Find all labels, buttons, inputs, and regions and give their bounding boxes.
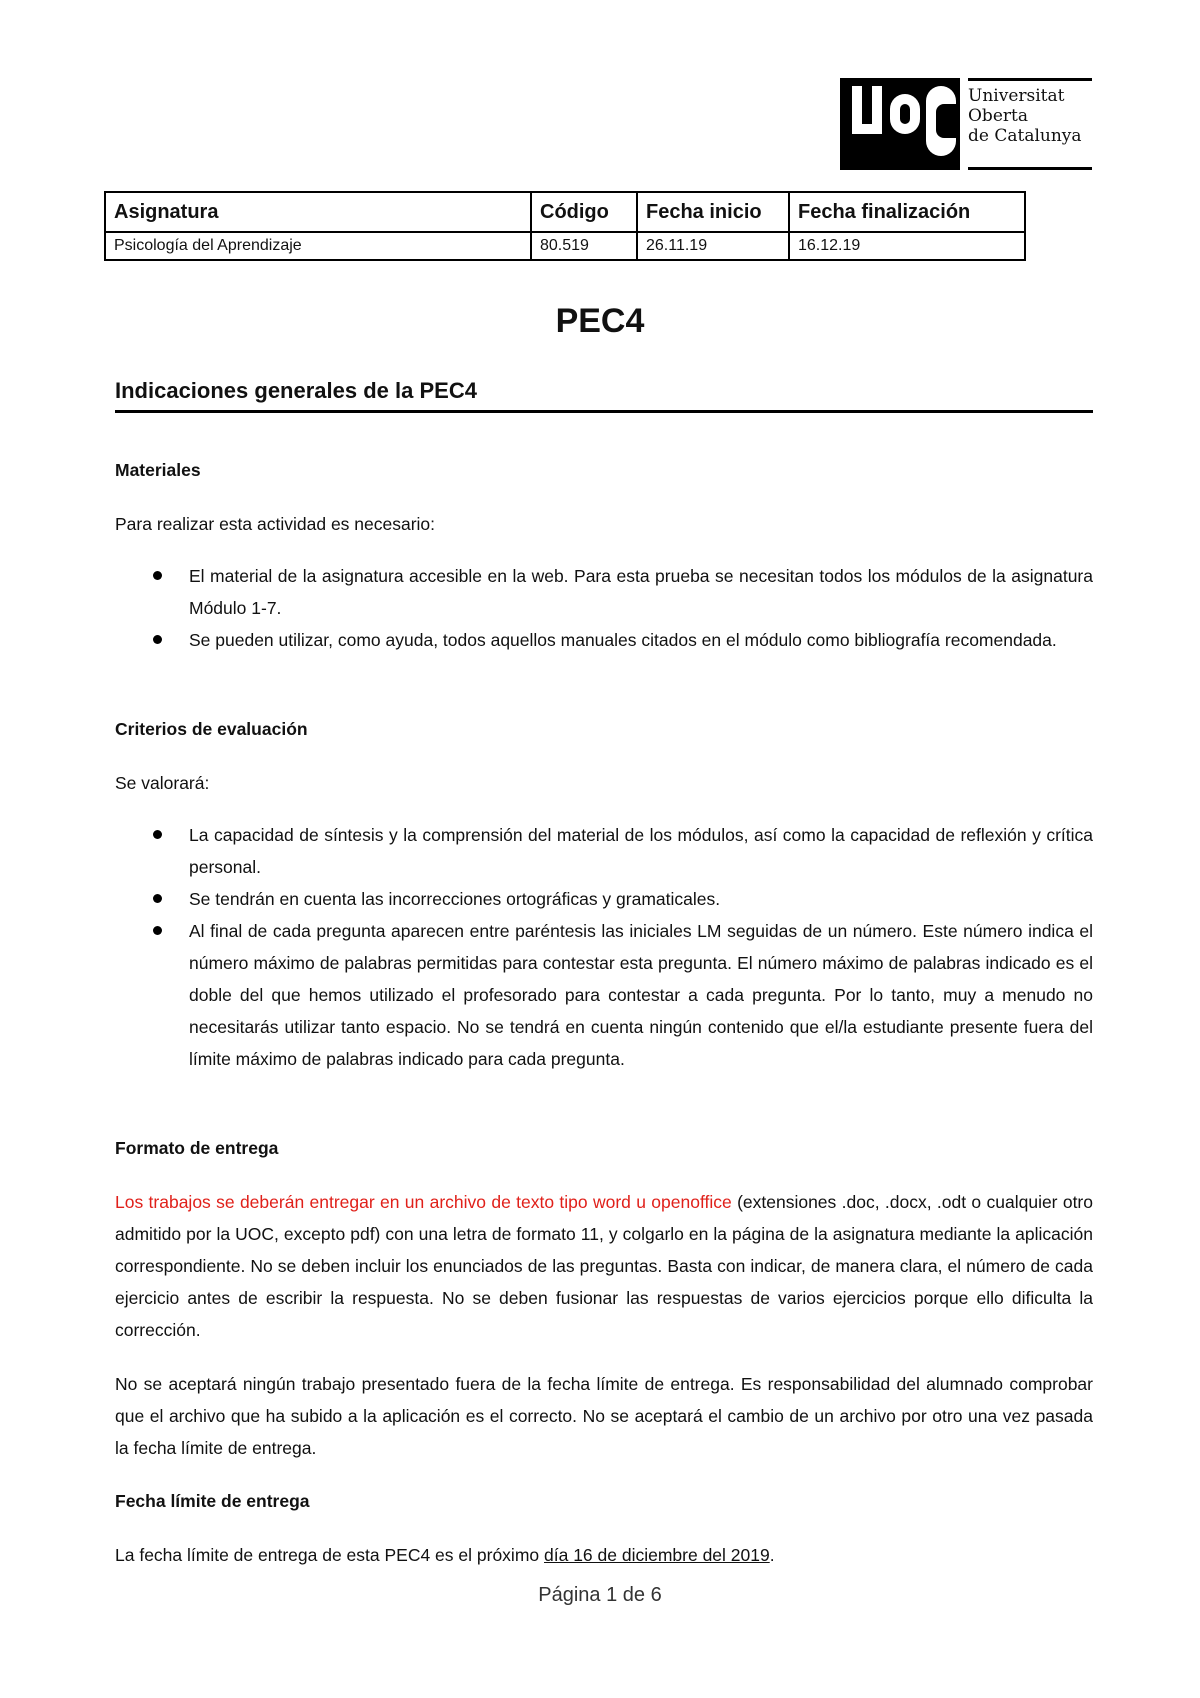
header-fecha-finalizacion: Fecha finalización (789, 192, 1025, 232)
formato-section (115, 1132, 1093, 1464)
cell-codigo: 80.519 (531, 232, 637, 260)
cell-fecha-finalizacion: 16.12.19 (789, 232, 1025, 260)
criterios-section (115, 713, 1093, 1075)
formato-heading: Formato de entrega (115, 1138, 279, 1158)
fecha-limite-before: La fecha límite de entrega de esta PEC4 es el próximo (115, 1545, 544, 1565)
uoc-logo (840, 78, 1092, 170)
list-item: Se pueden utilizar, como ayuda, todos aquellos manuales citados en el módulo como bibliografía recomendada. (115, 624, 1093, 656)
cell-asignatura: Psicología del Aprendizaje (105, 232, 531, 260)
uoc-logo-mark (840, 78, 960, 170)
list-item: Se tendrán en cuenta las incorrecciones ortográficas y gramaticales. (115, 883, 1093, 915)
materiales-list (115, 560, 1093, 656)
course-info-table (104, 191, 1026, 261)
page-footer: Página 1 de 6 (538, 1584, 662, 1606)
logo-line-1: Universitat (968, 86, 1065, 106)
fecha-limite-section (115, 1485, 1093, 1571)
formato-paragraph-1 (115, 1186, 1093, 1346)
section-title: Indicaciones generales de la PEC4 (115, 378, 1093, 413)
logo-line-3: de Catalunya (968, 126, 1082, 146)
materiales-heading: Materiales (115, 460, 201, 480)
header-fecha-inicio: Fecha inicio (637, 192, 789, 232)
formato-paragraph-2: No se aceptará ningún trabajo presentado fuera de la fecha límite de entrega. Es responsabilidad del alumnado comprobar que el archivo que ha subido a la aplicación es el correcto. No se aceptará el cambio de un archivo por otro una vez pasada la fecha límite de entrega. (115, 1374, 1093, 1458)
fecha-limite-date: día 16 de diciembre del 2019 (544, 1545, 770, 1565)
formato-rest-text: (extensiones .doc, .docx, .odt o cualquier otro admitido por la UOC, excepto pdf) con una letra de formato 11, y colgarlo en la página de la asignatura mediante la aplicación correspondiente. No se deben incluir los enunciados de las preguntas. Basta con indicar, de manera clara, el número de cada ejercicio antes de escribir la respuesta. No se deben fusionar las respuestas de varios ejercicios porque ello dificulta la corrección. (115, 1192, 1093, 1340)
list-item: Al final de cada pregunta aparecen entre paréntesis las iniciales LM seguidas de un número. Este número indica el número máximo de palabras permitidas para contestar esta pregunta. El número máximo de palabras indicado es el doble del que hemos utilizado el profesorado para contestar a cada pregunta. Por lo tanto, muy a menudo no necesitarás utilizar tanto espacio. No se tendrá en cuenta ningún contenido que el/la estudiante presente fuera del límite máximo de palabras indicado para cada pregunta. (115, 915, 1093, 1075)
page-title: PEC4 (555, 302, 645, 340)
criterios-intro: Se valorará: (115, 773, 210, 793)
table-header-row (105, 192, 1025, 232)
cell-fecha-inicio: 26.11.19 (637, 232, 789, 260)
fecha-limite-after: . (769, 1545, 775, 1565)
fecha-limite-heading: Fecha límite de entrega (115, 1491, 310, 1511)
list-item: La capacidad de síntesis y la comprensión del material de los módulos, así como la capacidad de reflexión y crítica personal. (115, 819, 1093, 883)
criterios-heading: Criterios de evaluación (115, 719, 308, 739)
table-row (105, 232, 1025, 260)
logo-line-2: Oberta (968, 106, 1028, 126)
header-asignatura: Asignatura (105, 192, 531, 232)
fecha-limite-text (115, 1539, 1093, 1571)
criterios-list (115, 819, 1093, 1075)
materiales-section (115, 454, 1093, 656)
formato-red-text: Los trabajos se deberán entregar en un archivo de texto tipo word u openoffice (115, 1192, 732, 1212)
header-codigo: Código (531, 192, 637, 232)
list-item: El material de la asignatura accesible en la web. Para esta prueba se necesitan todos los módulos de la asignatura Módulo 1-7. (115, 560, 1093, 624)
materiales-intro: Para realizar esta actividad es necesario: (115, 514, 436, 534)
uoc-logo-text (968, 78, 1092, 170)
